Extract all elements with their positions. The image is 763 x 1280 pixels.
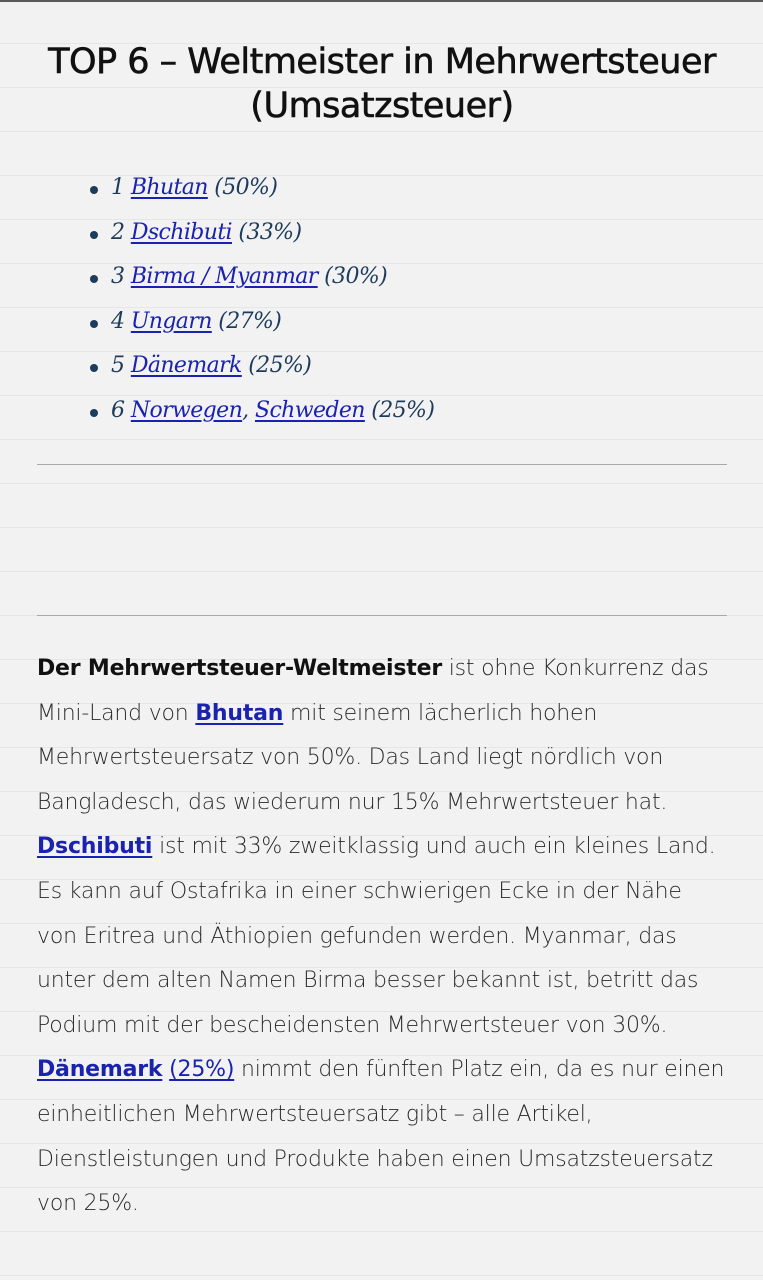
- country-link[interactable]: Birma / Myanmar: [130, 264, 318, 290]
- bhutan-link[interactable]: Bhutan: [195, 700, 284, 726]
- ranking-position: 4: [111, 308, 125, 334]
- ranking-position: 5: [111, 353, 125, 379]
- ranking-list: [37, 166, 434, 434]
- country-link[interactable]: Dänemark: [130, 353, 242, 379]
- daenemark-rate-link[interactable]: (25%): [169, 1057, 235, 1083]
- ranking-item: [111, 255, 434, 300]
- country-link[interactable]: Norwegen: [130, 397, 243, 423]
- ranking-position: 3: [111, 264, 125, 290]
- lead-heading: Der Mehrwertsteuer-Weltmeister: [37, 656, 442, 681]
- page-title: TOP 6 – Weltmeister in Mehrwertsteuer (Umsatzsteuer): [48, 42, 716, 126]
- ranking-item: [111, 211, 434, 256]
- country-link[interactable]: Schweden: [254, 397, 365, 423]
- vat-rate: (50%): [214, 175, 278, 200]
- vat-rate: (33%): [238, 219, 302, 245]
- dschibuti-link[interactable]: Dschibuti: [37, 834, 153, 860]
- country-link[interactable]: Bhutan: [130, 175, 208, 200]
- paragraph-text: ist ohne Konkurrenz das Mini-Land von: [37, 656, 709, 726]
- ranking-item: [111, 300, 434, 345]
- vat-rate: (30%): [324, 264, 388, 290]
- divider: [37, 464, 727, 465]
- ranking-item: [111, 166, 434, 211]
- daenemark-link[interactable]: Dänemark: [37, 1057, 163, 1083]
- ranking-position: 2: [111, 219, 125, 245]
- divider: [37, 615, 727, 616]
- top-border: [0, 0, 763, 2]
- ranking-separator: ,: [242, 397, 249, 423]
- paragraph-text: nimmt den fünften Platz ein, da es nur einen einheitlichen Mehrwertsteuersatz gibt – alle Artikel, Dienstleistungen und Produkte haben einen Umsatzsteuersatz von 25%.: [37, 1057, 725, 1217]
- ranking-position: 1: [111, 175, 125, 200]
- vat-rate: (25%): [371, 397, 435, 423]
- vat-rate: (27%): [218, 308, 282, 334]
- country-link[interactable]: Ungarn: [130, 308, 212, 334]
- article-paragraph: [37, 647, 727, 1227]
- ranking-item: [111, 344, 434, 389]
- paragraph-text: ist mit 33% zweitklassig und auch ein kleines Land. Es kann auf Ostafrika in einer schwierigen Ecke in der Nähe von Eritrea und Äthiopien gefunden werden. Myanmar, das unter dem alten Namen Birma besser bekannt ist, betritt das Podium mit der bescheidensten Mehrwertsteuer von 30%.: [37, 834, 716, 1038]
- paragraph-text: mit seinem lächerlich hohen Mehrwertsteuersatz von 50%. Das Land liegt nördlich von Bangladesch, das wiederum nur 15% Mehrwertsteuer hat.: [37, 700, 668, 815]
- vat-rate: (25%): [248, 353, 312, 379]
- ranking-position: 6: [111, 397, 125, 423]
- ranking-item: [111, 389, 434, 434]
- country-link[interactable]: Dschibuti: [130, 219, 232, 245]
